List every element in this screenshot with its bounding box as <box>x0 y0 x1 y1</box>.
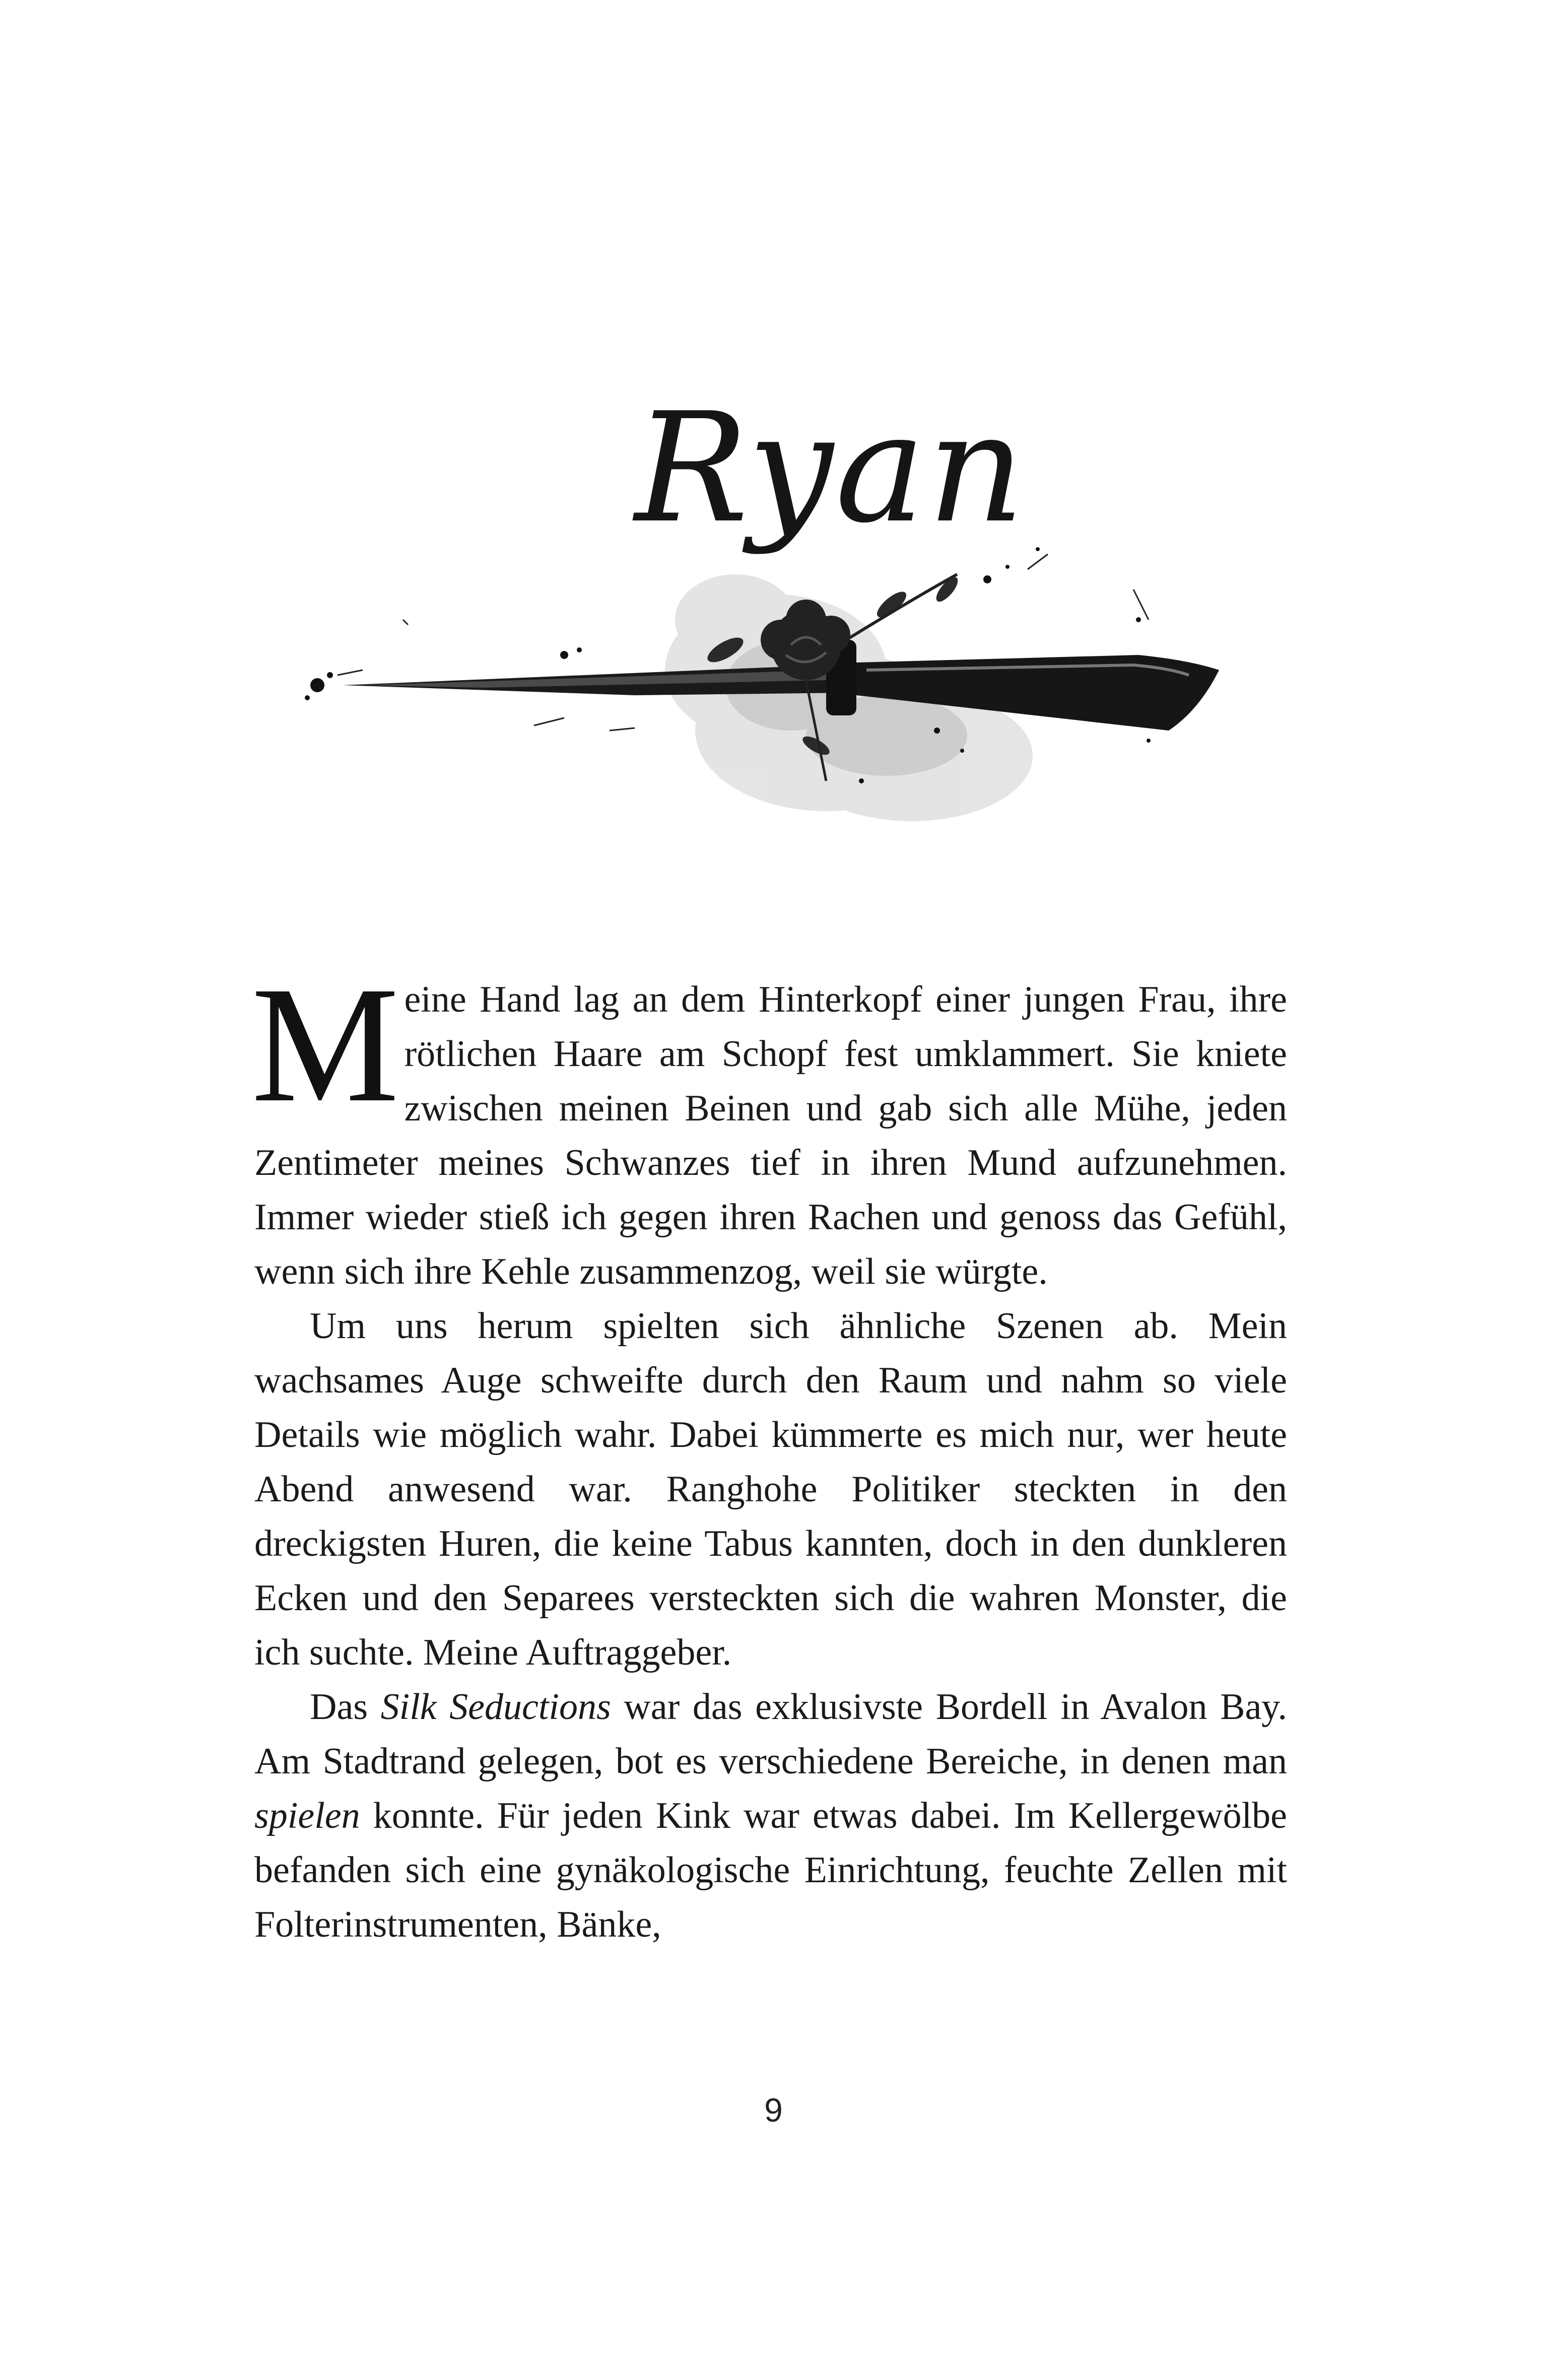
paragraph-3-text-c: konnte. Für jeden Kink war etwas dabei. Im Kellergewölbe befanden sich eine gynäkologische Einrichtung, feuchte Zellen mit Folterinstrumenten, Bänke, <box>254 1795 1287 1945</box>
chapter-body-text <box>251 953 1287 1952</box>
paragraph-3-italic-club-name: Silk Seductions <box>380 1686 611 1728</box>
page-number: 9 <box>764 2091 783 2129</box>
paragraph-3-italic-word: spielen <box>254 1795 360 1836</box>
paragraph-2: Um uns herum spielten sich ähnliche Szenen ab. Mein wachsames Auge schweifte durch den Raum und nahm so viele Details wie möglich wahr. Dabei kümmerte es mich nur, wer heute Abend anwesend war. Ranghohe Politiker steckten in den dreckigsten Huren, die keine Tabus kannten, doch in den dunkleren Ecken und den Separees versteckten sich die wahren Monster, die ich suchte. Meine Auftraggeber. <box>254 1305 1287 1673</box>
drop-cap: M <box>251 953 399 1137</box>
dagger-with-rose-ink-splash-icon <box>282 519 1239 872</box>
paragraph-3-text-a: Das <box>310 1686 381 1728</box>
chapter-title-text: Ryan <box>635 380 1027 556</box>
paragraph-1 <box>251 953 1287 1299</box>
paragraph-3 <box>254 1680 1287 1952</box>
paragraph-1-text: eine Hand lag an dem Hinterkopf einer jungen Frau, ihre rötlichen Haare am Schopf fest umklammert. Sie kniete zwischen meinen Beinen und gab sich alle Mühe, jeden Zentimeter meines Schwanzes tief in ihren Mund aufzunehmen. Immer wieder stieß ich gegen ihren Rachen und genoss das Gefühl, wenn sich ihre Kehle zusammenzog, weil sie würgte. <box>254 979 1287 1292</box>
paragraph-3-text-b: war das exklusivste Bordell in Avalon Bay. Am Stadtrand gelegen, bot es verschiedene Bereiche, in denen man <box>254 1686 1287 1782</box>
